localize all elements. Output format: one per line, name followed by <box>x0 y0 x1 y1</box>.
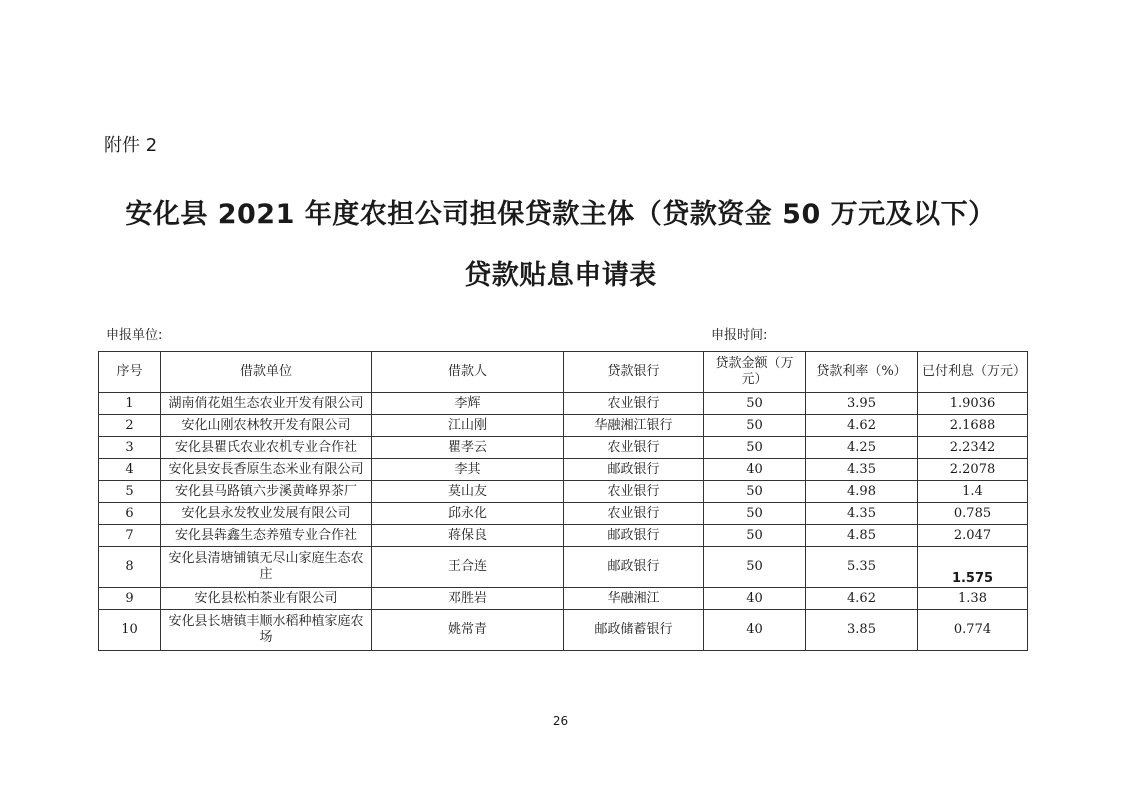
table-row <box>99 610 1028 651</box>
loan-rate: 4.62 <box>806 588 918 610</box>
loan-rate: 4.62 <box>806 415 918 437</box>
row-number: 10 <box>99 610 161 651</box>
paid-interest: 2.047 <box>918 525 1028 547</box>
table-row <box>99 437 1028 459</box>
header-cell: 贷款利率（%） <box>806 352 918 393</box>
row-number: 4 <box>99 459 161 481</box>
loan-rate: 3.95 <box>806 393 918 415</box>
header-cell: 序号 <box>99 352 161 393</box>
paid-interest: 2.2342 <box>918 437 1028 459</box>
paid-interest: 1.38 <box>918 588 1028 610</box>
row-number: 5 <box>99 481 161 503</box>
borrower: 李其 <box>372 459 564 481</box>
loan-amount: 50 <box>704 481 806 503</box>
table-row <box>99 525 1028 547</box>
loan-amount: 40 <box>704 588 806 610</box>
loan-rate: 4.25 <box>806 437 918 459</box>
lending-bank: 邮政银行 <box>564 459 704 481</box>
header-cell: 借款人 <box>372 352 564 393</box>
borrowing-unit: 安化县安長香原生态米业有限公司 <box>161 459 372 481</box>
table-row <box>99 481 1028 503</box>
loan-amount: 50 <box>704 525 806 547</box>
header-cell: 贷款金额（万元） <box>704 352 806 393</box>
row-number: 6 <box>99 503 161 525</box>
borrowing-unit: 安化县永发牧业发展有限公司 <box>161 503 372 525</box>
paid-interest: 1.4 <box>918 481 1028 503</box>
borrowing-unit: 安化山刚农林牧开发有限公司 <box>161 415 372 437</box>
table-row <box>99 547 1028 588</box>
lending-bank: 邮政银行 <box>564 547 704 588</box>
borrower: 蒋保良 <box>372 525 564 547</box>
header-cell: 已付利息（万元） <box>918 352 1028 393</box>
document-subtitle: 贷款贴息申请表 <box>464 260 657 291</box>
table-row <box>99 588 1028 610</box>
borrower: 江山刚 <box>372 415 564 437</box>
page-number: 26 <box>552 714 569 728</box>
loan-rate: 4.35 <box>806 459 918 481</box>
loan-amount: 50 <box>704 547 806 588</box>
loan-amount: 50 <box>704 503 806 525</box>
table-row <box>99 459 1028 481</box>
header-cell: 贷款银行 <box>564 352 704 393</box>
loan-amount: 40 <box>704 459 806 481</box>
borrowing-unit: 安化县犇鑫生态养殖专业合作社 <box>161 525 372 547</box>
borrowing-unit: 安化县马路镇六步溪黄峰界茶厂 <box>161 481 372 503</box>
loan-rate: 4.85 <box>806 525 918 547</box>
borrowing-unit: 安化县瞿氏农业农机专业合作社 <box>161 437 372 459</box>
loan-rate: 5.35 <box>806 547 918 588</box>
lending-bank: 邮政银行 <box>564 525 704 547</box>
borrower: 邱永化 <box>372 503 564 525</box>
borrower: 邓胜岩 <box>372 588 564 610</box>
paid-interest: 1.575 <box>918 547 1028 588</box>
loan-rate: 4.98 <box>806 481 918 503</box>
document-title: 安化县 2021 年度农担公司担保贷款主体（贷款资金 50 万元及以下） <box>125 199 996 230</box>
paid-interest: 0.774 <box>918 610 1028 651</box>
loan-amount: 50 <box>704 437 806 459</box>
table-row <box>99 393 1028 415</box>
borrower: 瞿孝云 <box>372 437 564 459</box>
loan-table <box>98 351 1028 651</box>
table-row <box>99 415 1028 437</box>
borrowing-unit: 安化县长塘镇丰顺水稻种植家庭农场 <box>161 610 372 651</box>
lending-bank: 华融湘江银行 <box>564 415 704 437</box>
borrower: 李辉 <box>372 393 564 415</box>
paid-interest: 0.785 <box>918 503 1028 525</box>
paid-interest: 1.9036 <box>918 393 1028 415</box>
lending-bank: 农业银行 <box>564 393 704 415</box>
row-number: 8 <box>99 547 161 588</box>
applicant-unit-label: 申报单位: <box>106 328 163 343</box>
row-number: 3 <box>99 437 161 459</box>
loan-amount: 40 <box>704 610 806 651</box>
borrowing-unit: 湖南俏花姐生态农业开发有限公司 <box>161 393 372 415</box>
table-header-row <box>99 352 1028 393</box>
header-cell: 借款单位 <box>161 352 372 393</box>
loan-amount: 50 <box>704 393 806 415</box>
row-number: 7 <box>99 525 161 547</box>
apply-time-label: 申报时间: <box>711 328 768 343</box>
loan-rate: 3.85 <box>806 610 918 651</box>
loan-rate: 4.35 <box>806 503 918 525</box>
attachment-label: 附件 2 <box>104 135 158 156</box>
table-row <box>99 503 1028 525</box>
borrowing-unit: 安化县松柏茶业有限公司 <box>161 588 372 610</box>
borrower: 莫山友 <box>372 481 564 503</box>
lending-bank: 农业银行 <box>564 437 704 459</box>
borrower: 姚常青 <box>372 610 564 651</box>
borrower: 王合连 <box>372 547 564 588</box>
paid-interest: 2.2078 <box>918 459 1028 481</box>
loan-amount: 50 <box>704 415 806 437</box>
lending-bank: 农业银行 <box>564 503 704 525</box>
lending-bank: 华融湘江 <box>564 588 704 610</box>
lending-bank: 农业银行 <box>564 481 704 503</box>
borrowing-unit: 安化县清塘铺镇无尽山家庭生态农庄 <box>161 547 372 588</box>
row-number: 9 <box>99 588 161 610</box>
row-number: 1 <box>99 393 161 415</box>
paid-interest: 2.1688 <box>918 415 1028 437</box>
lending-bank: 邮政储蓄银行 <box>564 610 704 651</box>
row-number: 2 <box>99 415 161 437</box>
